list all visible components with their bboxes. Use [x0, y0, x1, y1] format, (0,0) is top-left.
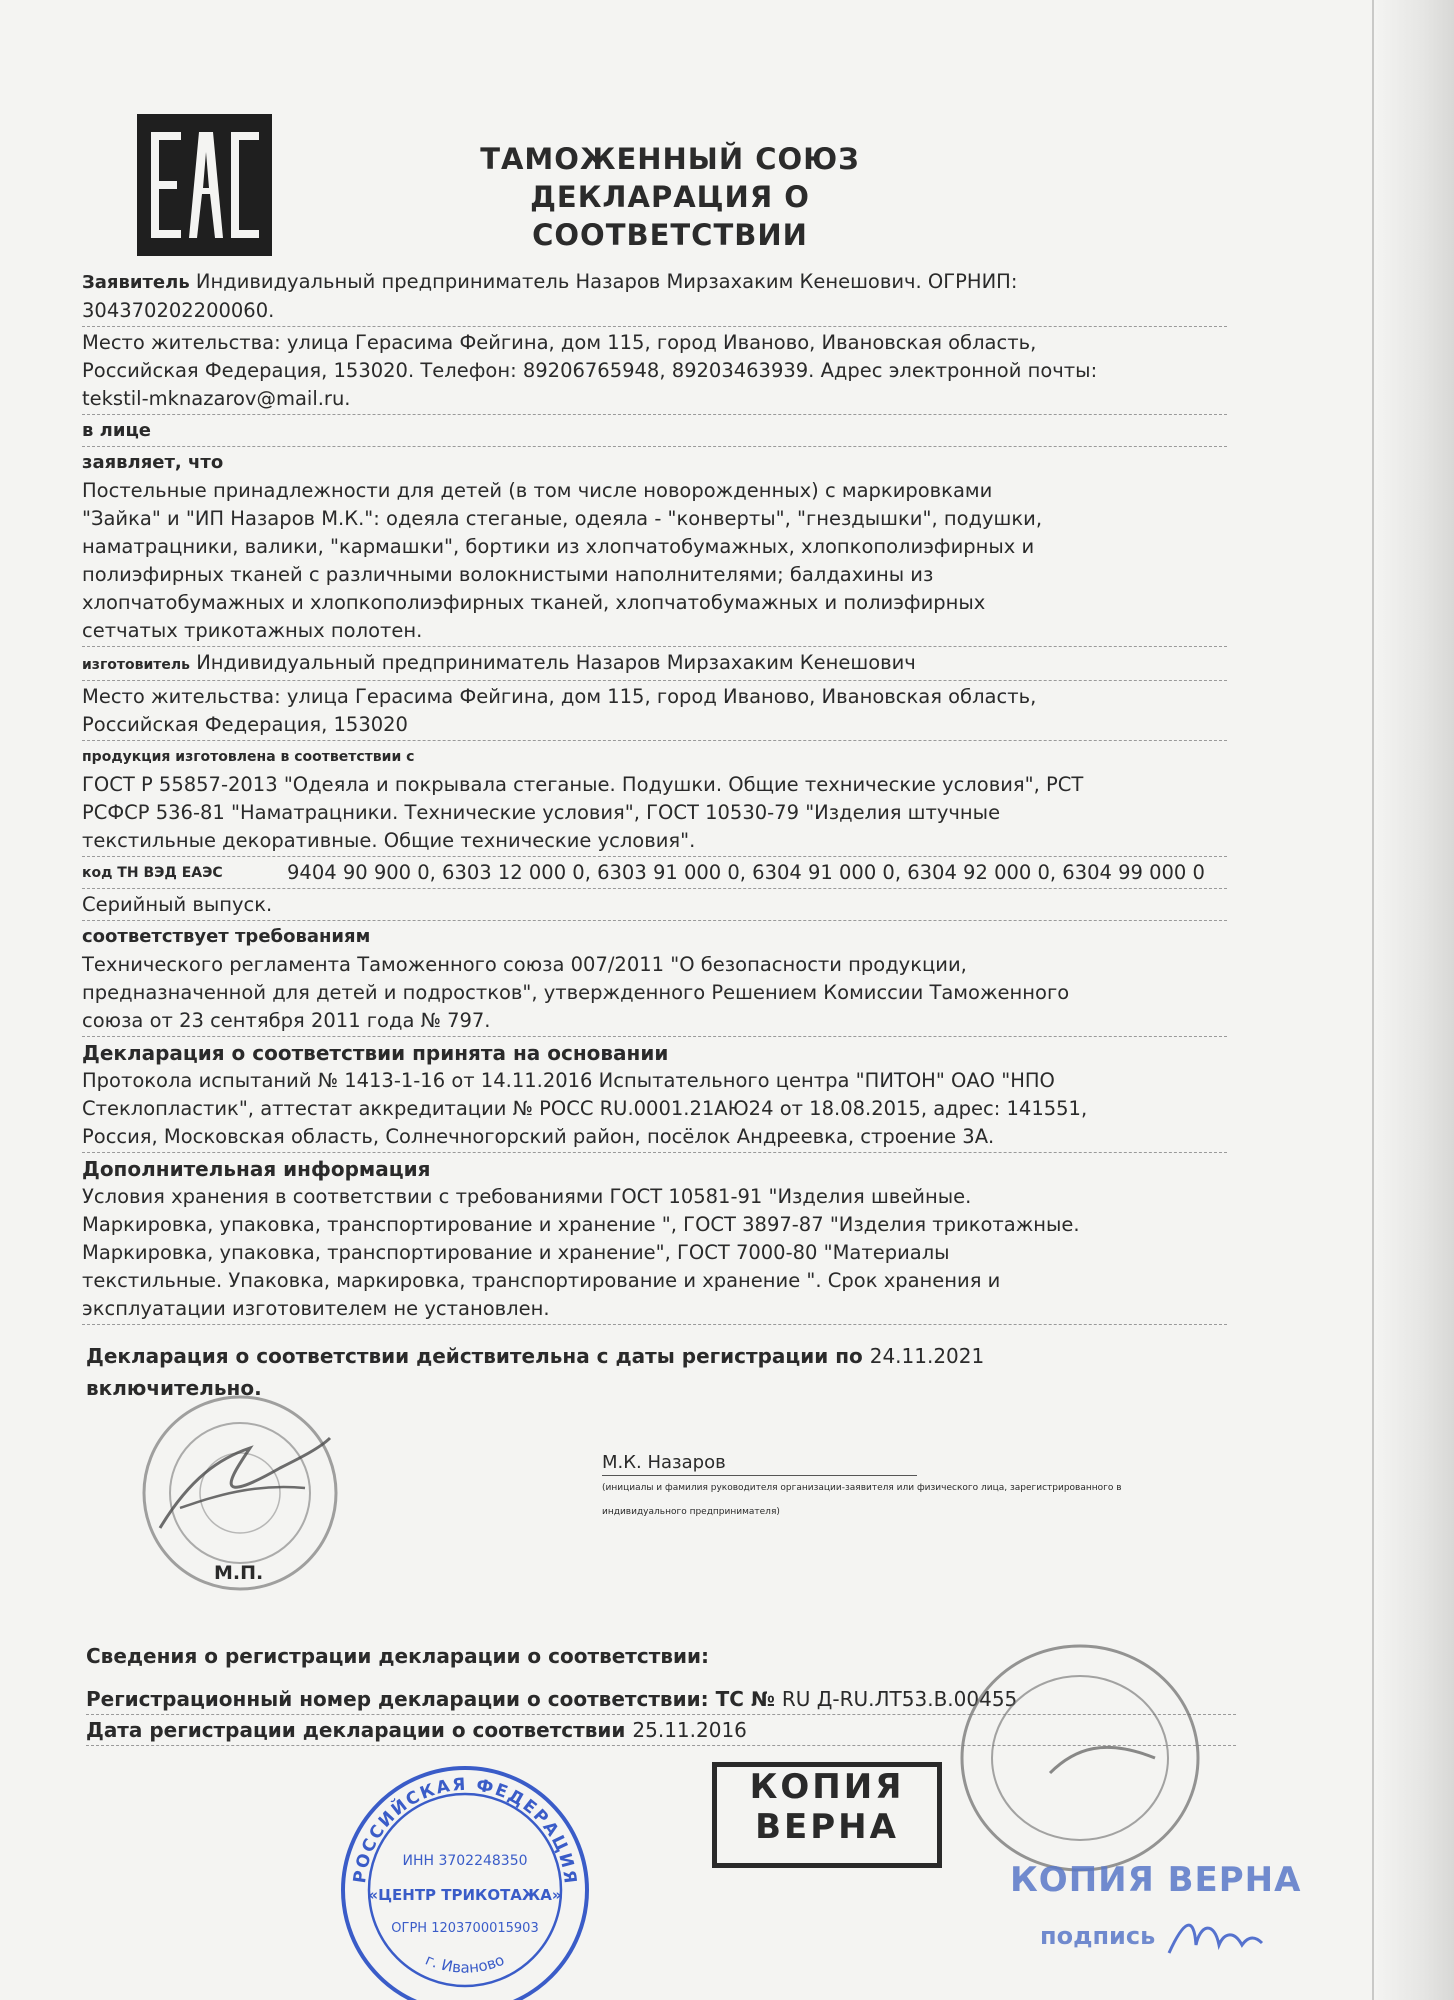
- additional-info-label: Дополнительная информация: [82, 1157, 431, 1181]
- product-line: Постельные принадлежности для детей (в том числе новорожденных) с маркировками: [82, 479, 993, 502]
- manufacturer-block: [82, 649, 1227, 681]
- additional-info-line: Условия хранения в соответствии с требованиями ГОСТ 10581-91 "Изделия швейные.: [82, 1185, 972, 1208]
- blue-stamp-inn: ИНН 3702248350: [402, 1853, 528, 1869]
- standards-line: РСФСР 536-81 "Наматрацники. Технические условия", ГОСТ 10530-79 "Изделия штучные: [82, 801, 1001, 824]
- basis-line: Протокола испытаний № 1413-1-16 от 14.11.2016 Испытательного центра "ПИТОН" ОАО "НПО: [82, 1069, 1055, 1092]
- eac-logo: [137, 114, 272, 256]
- declaration-body: [82, 268, 1227, 1327]
- title-line-2: ДЕКЛАРАЦИЯ О: [530, 180, 810, 214]
- validity-date: 24.11.2021: [869, 1344, 985, 1368]
- signatory-name: М.К. Назаров: [602, 1452, 917, 1476]
- blue-sign-label-text: подпись: [1040, 1922, 1156, 1950]
- product-line: наматрацники, валики, "кармашки", бортики из хлопчатобумажных, хлопкополиэфирных и: [82, 535, 1035, 558]
- product-line: хлопчатобумажных и хлопкополиэфирных тканей, хлопчатобумажных и полиэфирных: [82, 591, 986, 614]
- basis-label: Декларация о соответствии принята на основании: [82, 1041, 669, 1065]
- manufacturer-name: Индивидуальный предприниматель Назаров Мирзахаким Кенешович: [196, 651, 916, 674]
- additional-info-line: текстильные. Упаковка, маркировка, транспортирование и хранение ". Срок хранения и: [82, 1269, 1001, 1292]
- blue-handwritten-signature: [1164, 1915, 1264, 1959]
- stamp-place-label: М.П.: [214, 1562, 264, 1584]
- copy-stamp-line: ВЕРНА: [755, 1807, 899, 1847]
- signature-block: [602, 1452, 1262, 1524]
- basis-line: Россия, Московская область, Солнечногорский район, посёлок Андреевка, строение 3А.: [82, 1125, 995, 1148]
- applicant-label: Заявитель: [82, 272, 190, 293]
- registration-number-label: Регистрационный номер декларации о соответствии: ТС №: [86, 1687, 775, 1711]
- manufacturer-address-line: Российская Федерация, 153020: [82, 713, 408, 736]
- applicant-email: tekstil-mknazarov@mail.ru.: [82, 387, 351, 410]
- scan-artifact-line: [1372, 0, 1374, 2000]
- title-line-3: СООТВЕТСТВИИ: [532, 218, 808, 252]
- signatory-note: (инициалы и фамилия руководителя организации-заявителя или физического лица, зарегистрированного в: [602, 1483, 1122, 1493]
- validity-text: Декларация о соответствии действительна с даты регистрации по: [86, 1344, 863, 1368]
- document-title: [420, 140, 920, 254]
- blue-signature-label: [1040, 1915, 1264, 1959]
- codes-label: код ТН ВЭД ЕАЭС: [82, 865, 223, 881]
- additional-info-block: [82, 1155, 1227, 1325]
- applicant-address-line: Место жительства: улица Герасима Фейгина, дом 115, город Иваново, Ивановская область,: [82, 331, 1037, 354]
- codes-block: [82, 859, 1227, 889]
- applicant-address-block: [82, 329, 1227, 415]
- validity-inclusive: включительно.: [86, 1376, 262, 1400]
- blue-stamp-top-text: РОССИЙСКАЯ ФЕДЕРАЦИЯ: [350, 1774, 581, 1887]
- handwritten-signature: [160, 1438, 330, 1528]
- product-line: "Зайка" и "ИП Назаров М.К.": одеяла стеганые, одеяла - "конверты", "гнездышки", подушки,: [82, 507, 1043, 530]
- requirements-block: [82, 923, 1227, 1037]
- blue-stamp-city: г. Иваново: [422, 1950, 507, 1977]
- basis-block: [82, 1039, 1227, 1153]
- in-person-label: в лице: [82, 417, 1227, 447]
- manufacturer-address-line: Место жительства: улица Герасима Фейгина, дом 115, город Иваново, Ивановская область,: [82, 685, 1037, 708]
- registration-title: Сведения о регистрации декларации о соответствии:: [86, 1644, 710, 1668]
- additional-info-line: Маркировка, упаковка, транспортирование и хранение", ГОСТ 7000-80 "Материалы: [82, 1241, 950, 1264]
- standards-line: текстильные декоративные. Общие технические условия".: [82, 829, 696, 852]
- requirements-line: союза от 23 сентября 2011 года № 797.: [82, 1009, 491, 1032]
- blue-stamp-center: «ЦЕНТР ТРИКОТАЖА»: [368, 1886, 562, 1904]
- standards-line: ГОСТ Р 55857-2013 "Одеяла и покрывала стеганые. Подушки. Общие технические условия", РСТ: [82, 773, 1084, 796]
- product-line: полиэфирных тканей с различными волокнистыми наполнителями; балдахины из: [82, 563, 934, 586]
- blue-stamp-ogrn: ОГРН 1203700015903: [391, 1921, 539, 1936]
- standards-block: [82, 743, 1227, 857]
- product-line: сетчатых трикотажных полотен.: [82, 619, 423, 642]
- requirements-line: предназначенной для детей и подростков", утвержденного Решением Комиссии Таможенного: [82, 981, 1070, 1004]
- declares-label: заявляет, что: [82, 452, 224, 473]
- additional-info-line: эксплуатации изготовителем не установлен.: [82, 1297, 550, 1320]
- copy-stamp-line: КОПИЯ: [749, 1767, 905, 1807]
- manufacturer-label: изготовитель: [82, 657, 190, 673]
- title-line-1: ТАМОЖЕННЫЙ СОЮЗ: [480, 142, 860, 176]
- applicant-block: [82, 268, 1227, 327]
- serial-release: Серийный выпуск.: [82, 891, 1227, 921]
- scan-edge-shadow: [1374, 0, 1454, 2000]
- applicant-name: Индивидуальный предприниматель Назаров Мирзахаким Кенешович. ОГРНИП:: [195, 270, 1018, 293]
- signatory-note: индивидуального предпринимателя): [602, 1507, 780, 1517]
- requirements-label: соответствует требованиям: [82, 926, 371, 947]
- basis-line: Стеклопластик", аттестат аккредитации № РОСС RU.0001.21АЮ24 от 18.08.2015, адрес: 141551,: [82, 1097, 1088, 1120]
- manufacturer-address-block: [82, 683, 1227, 741]
- requirements-line: Технического регламента Таможенного союза 007/2011 "О безопасности продукции,: [82, 953, 967, 976]
- registration-number: RU Д-RU.ЛТ53.В.00455: [781, 1687, 1018, 1711]
- applicant-address-line: Российская Федерация, 153020. Телефон: 89206765948, 89203463939. Адрес электронной почты:: [82, 359, 1098, 382]
- codes-value: 9404 90 900 0, 6303 12 000 0, 6303 91 000 0, 6304 91 000 0, 6304 92 000 0, 6304 99 000 0: [287, 861, 1205, 884]
- copy-certified-stamp: [712, 1762, 942, 1868]
- declares-block: [82, 449, 1227, 647]
- applicant-ogrnip: 304370202200060.: [82, 299, 275, 322]
- standards-label: продукция изготовлена в соответствии с: [82, 749, 415, 765]
- blue-round-stamp: [330, 1750, 600, 2000]
- svg-text:г. Иваново: [423, 1951, 507, 1977]
- registration-date-label: Дата регистрации декларации о соответствии: [86, 1718, 626, 1742]
- blue-copy-stamp: КОПИЯ ВЕРНА: [1010, 1860, 1302, 1900]
- svg-text:РОССИЙСКАЯ ФЕДЕРАЦИЯ: [350, 1775, 580, 1887]
- additional-info-line: Маркировка, упаковка, транспортирование и хранение ", ГОСТ 3897-87 "Изделия трикотажные.: [82, 1213, 1080, 1236]
- company-oval-stamp: [955, 1638, 1205, 1878]
- registration-date: 25.11.2016: [632, 1718, 747, 1742]
